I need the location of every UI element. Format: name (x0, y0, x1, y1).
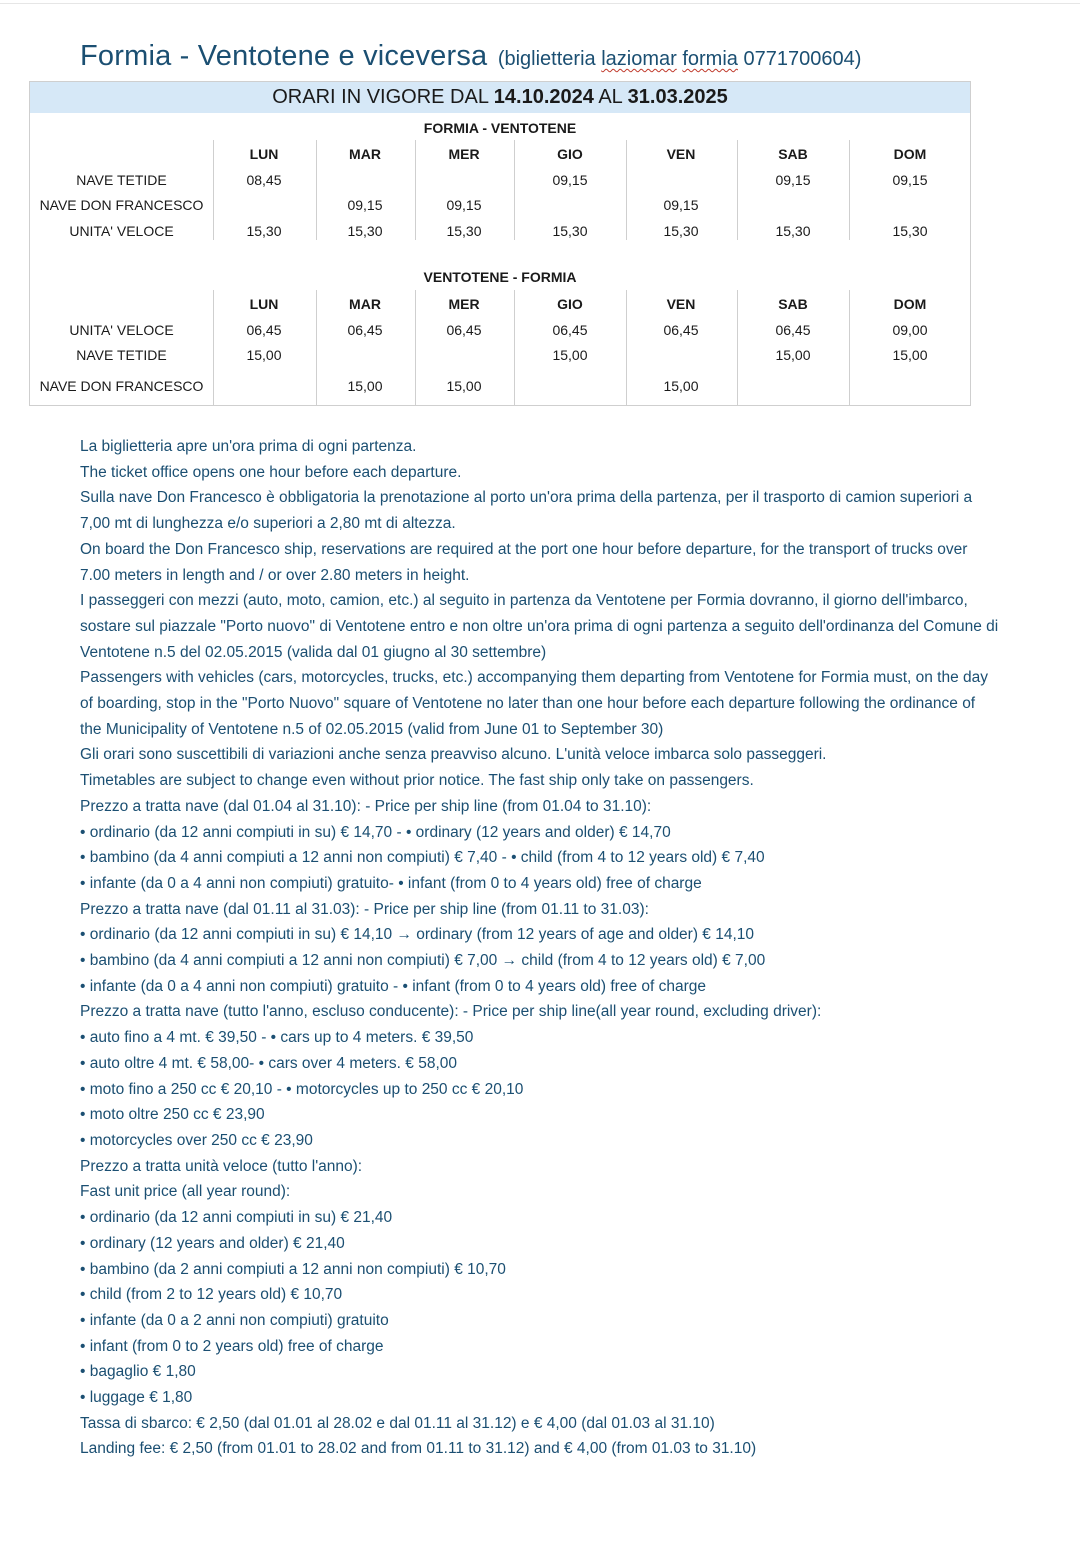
note-line: Timetables are subject to change even without prior notice. The fast ship only take on passengers. (80, 772, 754, 790)
day-header: DOM (893, 146, 927, 162)
note-line: • ordinario (da 12 anni compiuti in su) € 14,10 → ordinary (from 12 years of age and older) € 14,10 (80, 926, 755, 944)
day-header: SAB (778, 296, 808, 312)
column-divider (316, 290, 317, 406)
note-line: • bambino (da 2 anni compiuti a 12 anni non compiuti) € 10,70 (80, 1260, 506, 1278)
note-line: Prezzo a tratta nave (tutto l'anno, escluso conducente): - Price per ship line(all year round, excluding driver): (80, 1003, 822, 1021)
note-line: • bagaglio € 1,80 (80, 1363, 196, 1381)
vessel-label: NAVE DON FRANCESCO (39, 378, 204, 394)
day-header: MER (448, 296, 480, 312)
departure-time: 15,00 (552, 347, 588, 363)
departure-time: 09,15 (347, 197, 383, 213)
ticket-office-name-2: formia (682, 48, 738, 70)
note-line: Prezzo a tratta unità veloce (tutto l'anno): (80, 1157, 363, 1175)
timetable (29, 81, 971, 406)
section-title: VENTOTENE - FORMIA (423, 269, 577, 285)
validity-middle: AL (598, 86, 623, 108)
departure-time: 15,00 (246, 347, 282, 363)
page-title-line (80, 40, 861, 73)
note-line: Passengers with vehicles (cars, motorcycles, trucks, etc.) accompanying them departing from Ventotene for Formia must, on the day of boarding, stop in the "Porto Nuovo" square of Ventotene no later than one hour before each departure following the ordinance of the Municipality of Ventotene n.5 of 02.05.2015 (valid from June 01 to September 30) (80, 669, 988, 738)
vessel-label: NAVE DON FRANCESCO (39, 197, 204, 213)
note-line: • bambino (da 4 anni compiuti a 12 anni non compiuti) € 7,40 - • child (from 4 to 12 years old) € 7,40 (80, 849, 765, 867)
day-header: MAR (349, 146, 381, 162)
departure-time: 15,30 (446, 223, 482, 239)
ticket-office-name-1: laziomar (601, 48, 677, 70)
ticket-office-info (498, 48, 862, 70)
departure-time: 09,15 (446, 197, 482, 213)
day-header: GIO (557, 296, 583, 312)
day-header: VEN (666, 296, 696, 312)
column-divider (737, 140, 738, 240)
note-line: I passeggeri con mezzi (auto, moto, camion, etc.) al seguito in partenza da Ventotene per Formia dovranno, il giorno dell'imbarco, sostare sul piazzale "Porto nuovo" di Ventotene entro e non oltre un'ora prima di ogni partenza a seguito dell'ordinanza del Comune di Ventotene n.5 del 02.05.2015 (valida dal 01 giugno al 30 settembre) (80, 592, 999, 661)
note-line: Sulla nave Don Francesco è obbligatoria la prenotazione al porto un'ora prima della partenza, per il trasporto di camion superiori a 7,00 mt di lunghezza e/o superiori a 2,80 mt di altezza. (80, 489, 973, 533)
section-title: FORMIA - VENTOTENE (423, 120, 577, 136)
validity-banner (30, 82, 970, 113)
validity-date-from: 14.10.2024 (493, 86, 594, 108)
departure-time: 15,30 (246, 223, 282, 239)
column-divider (849, 140, 850, 240)
departure-time: 15,30 (552, 223, 588, 239)
validity-date-to: 31.03.2025 (627, 86, 728, 108)
note-line: The ticket office opens one hour before each departure. (80, 463, 462, 481)
column-divider (316, 140, 317, 240)
departure-time: 09,00 (892, 322, 928, 338)
column-divider (737, 290, 738, 406)
column-divider (514, 290, 515, 406)
departure-time: 15,30 (347, 223, 383, 239)
column-divider (213, 290, 214, 406)
note-line: • auto oltre 4 mt. € 58,00- • cars over 4 meters. € 58,00 (80, 1054, 458, 1072)
notes-block (80, 434, 1000, 1462)
note-line: • child (from 2 to 12 years old) € 10,70 (80, 1286, 343, 1304)
departure-time: 15,00 (775, 347, 811, 363)
day-header: LUN (249, 296, 279, 312)
departure-time: 15,30 (892, 223, 928, 239)
validity-prefix: ORARI IN VIGORE DAL (272, 86, 489, 108)
note-line: • auto fino a 4 mt. € 39,50 - • cars up to 4 meters. € 39,50 (80, 1029, 474, 1047)
vessel-label: NAVE TETIDE (76, 347, 167, 363)
note-line: • ordinario (da 12 anni compiuti in su) € 14,70 - • ordinary (12 years and older) € 14,70 (80, 823, 671, 841)
departure-time: 06,45 (663, 322, 699, 338)
page-title: Formia - Ventotene e viceversa (80, 40, 488, 72)
day-header: DOM (893, 296, 927, 312)
column-divider (213, 140, 214, 240)
note-line: La biglietteria apre un'ora prima di ogni partenza. (80, 438, 417, 455)
note-line: On board the Don Francesco ship, reservations are required at the port one hour before departure, for the transport of trucks over 7.00 meters in length and / or over 2.80 meters in height. (80, 540, 968, 584)
note-line: Gli orari sono suscettibili di variazioni anche senza preavviso alcuno. L'unità veloce imbarca solo passeggeri. (80, 746, 827, 764)
column-divider (514, 140, 515, 240)
departure-time: 06,45 (552, 322, 588, 338)
note-line: • moto fino a 250 cc € 20,10 - • motorcycles up to 250 cc € 20,10 (80, 1080, 524, 1098)
note-line: • ordinario (da 12 anni compiuti in su) € 21,40 (80, 1209, 393, 1227)
vessel-label: UNITA' VELOCE (69, 223, 174, 239)
ticket-office-phone: 0771700604) (743, 48, 862, 70)
departure-time: 06,45 (347, 322, 383, 338)
column-divider (415, 140, 416, 240)
vessel-label: UNITA' VELOCE (69, 322, 174, 338)
column-divider (849, 290, 850, 406)
departure-time: 15,30 (775, 223, 811, 239)
column-divider (415, 290, 416, 406)
column-divider (626, 290, 627, 406)
departure-time: 09,15 (552, 172, 588, 188)
departure-time: 06,45 (446, 322, 482, 338)
departure-time: 15,00 (663, 378, 699, 394)
note-line: • infante (da 0 a 4 anni non compiuti) gratuito- • infant (from 0 to 4 years old) free of charge (80, 874, 702, 892)
page-top-rule (0, 3, 1080, 4)
departure-time: 15,00 (892, 347, 928, 363)
note-line: • moto oltre 250 cc € 23,90 (80, 1106, 265, 1124)
note-line: • motorcycles over 250 cc € 23,90 (80, 1131, 313, 1149)
note-line: • infant (from 0 to 2 years old) free of charge (80, 1337, 384, 1355)
note-line: • bambino (da 4 anni compiuti a 12 anni non compiuti) € 7,00 → child (from 4 to 12 years old) € 7,00 (80, 952, 766, 970)
note-line: Prezzo a tratta nave (dal 01.11 al 31.03): - Price per ship line (from 01.11 to 31.03): (80, 900, 649, 918)
note-line: Tassa di sbarco: € 2,50 (dal 01.01 al 28.02 e dal 01.11 al 31.12) e € 4,00 (dal 01.03 al 31.10) (80, 1414, 715, 1432)
note-line: Landing fee: € 2,50 (from 01.01 to 28.02 and from 01.11 to 31.12) and € 4,00 (from 01.03 to 31.10) (80, 1440, 757, 1458)
departure-time: 09,15 (892, 172, 928, 188)
departure-time: 08,45 (246, 172, 282, 188)
day-header: LUN (249, 146, 279, 162)
day-header: MAR (349, 296, 381, 312)
day-header: GIO (557, 146, 583, 162)
vessel-label: NAVE TETIDE (76, 172, 167, 188)
departure-time: 06,45 (246, 322, 282, 338)
note-line: Fast unit price (all year round): (80, 1183, 291, 1201)
departure-time: 15,30 (663, 223, 699, 239)
day-header: VEN (666, 146, 696, 162)
note-line: • infante (da 0 a 4 anni non compiuti) gratuito - • infant (from 0 to 4 years old) free of charge (80, 977, 707, 995)
departure-time: 15,00 (347, 378, 383, 394)
ticket-office-prefix: (biglietteria (497, 48, 596, 70)
day-header: MER (448, 146, 480, 162)
day-header: SAB (778, 146, 808, 162)
departure-time: 09,15 (775, 172, 811, 188)
departure-time: 09,15 (663, 197, 699, 213)
note-line: Prezzo a tratta nave (dal 01.04 al 31.10): - Price per ship line (from 01.04 to 31.10): (80, 797, 652, 815)
note-line: • ordinary (12 years and older) € 21,40 (80, 1234, 345, 1252)
departure-time: 15,00 (446, 378, 482, 394)
note-line: • infante (da 0 a 2 anni non compiuti) gratuito (80, 1311, 389, 1329)
note-line: • luggage € 1,80 (80, 1389, 193, 1407)
column-divider (626, 140, 627, 240)
departure-time: 06,45 (775, 322, 811, 338)
